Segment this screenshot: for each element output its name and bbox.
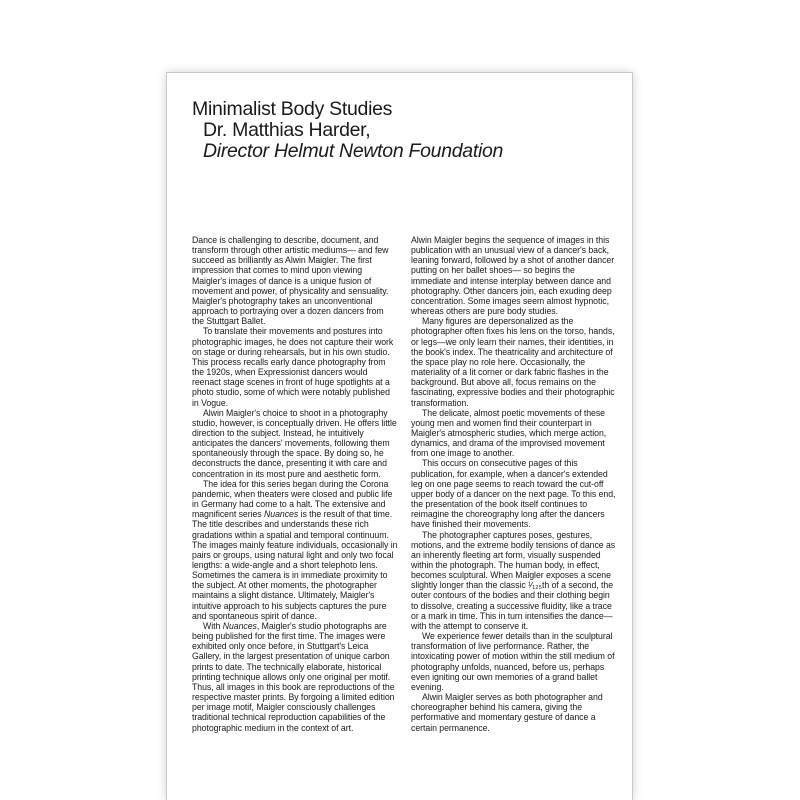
paragraph: Many figures are depersonalized as the photographer often fixes his lens on the torso, hands, or legs—we only learn their names, their identities, in the book's index. The theatricality and architecture of the space play no role here. Occasionally, the materiality of a lit corner or dark fabric flashes in the background. But above all, focus remains on the fascinating, expressive bodies and their photographic transformation. — [411, 316, 615, 408]
paragraph: This occurs on consecutive pages of this publication, for example, when a dancer's extended leg on one page seems to reach toward the cut-off upper body of a dancer on the next page. To this end, the presentation of the book itself continues to reimagine the choreography long after the dancers have finished their movements. — [411, 458, 616, 530]
document-page — [167, 73, 632, 800]
text-run: The idea for this series began during the Corona pandemic, when theaters were closed and public life in Germany had come to a halt. The extensive and magnificent series — [192, 478, 393, 520]
author-name: Dr. Matthias Harder, — [203, 119, 371, 141]
paragraph — [192, 621, 398, 733]
author-role: Director Helmut Newton Foundation — [203, 140, 504, 162]
text-column-right — [411, 235, 617, 733]
text-run: is the result of that time. The title describes and understands these rich gradations within a spatial and temporal continuum. The images mainly feature individuals, occasionally in pairs or groups, using natural light and only two focal lengths: a wide-angle and a short telephoto lens. Sometimes the camera is in immediate proximity to the subject. At other moments, the photographer maintains a slight distance. Ultimately, Maigler's intuitive approach to his subjects captures the pure and spontaneous spirit of dance. — [192, 509, 398, 621]
series-title: Nuances — [222, 620, 257, 631]
paragraph: Alwin Maigler begins the sequence of images in this publication with an unusual view of a dancer's back, leaning forward, followed by a shot of another dancer putting on her ballet shoes— so begins the immediate and intense interplay between dance and photography. Other dancers join, each exuding deep concentration. Some images seem almost hypnotic, whereas others are pure body studies. — [411, 235, 615, 317]
series-title: Nuances — [264, 509, 299, 520]
paragraph: The photographer captures poses, gestures, motions, and the extreme bodily tensions of dance as an inherently fleeting art form, visually suspended within the photograph. The human body, in effect, becomes sculptural. When Maigler exposes a scene slightly longer than the classic ¹⁄₁₂₅th of a second, the outer contours of the bodies and their clothing begin to dissolve, creating a successive fluidity, like a trace or a mark in time. This in turn intensifies the dance— with the attempt to conserve it. — [411, 529, 616, 631]
text-column-left — [192, 235, 398, 733]
text-run: With — [203, 620, 223, 631]
text-run: , Maigler's studio photographs are being published for the first time. The images were exhibited only once before, in Stuttgart's Leica Gallery, in the largest presentation of unique carbon prints to date. The technically elaborate, historical printing technique allows only one original per motif. Thus, all images in this book are reproductions of the respective master prints. By forgoing a limited edition per image motif, Maigler consciously challenges traditional technical reproduction capabilities of the photographic medium in the context of art. — [192, 620, 395, 733]
paragraph: Alwin Maigler serves as both photographer and choreographer behind his camera, giving the performative and momentary gesture of dance a certain permanence. — [411, 692, 603, 733]
paragraph: The delicate, almost poetic movements of these young men and women find their counterpart in Maigler's atmospheric studies, which merge action, dynamics, and drama of the improvised movement from one image to another. — [411, 407, 607, 459]
page-title: Minimalist Body Studies — [192, 98, 393, 120]
paragraph: We experience fewer details than in the sculptural transformation of live performance. Rather, the intoxicating power of motion within the still medium of photography unfolds, nuanced, before us, perhaps even igniting our own memories of a grand ballet evening. — [411, 631, 615, 692]
title-block — [192, 99, 503, 162]
paragraph: To translate their movements and postures into photographic images, he does not capture their work on stage or during rehearsals, but in his own studio. This process recalls early dance photography from the 1920s, when Expressionist dancers would reenact stage scenes in front of huge spotlights at a photo studio, some of which were notably published in Vogue. — [192, 326, 394, 408]
paragraph: Dance is challenging to describe, document, and transform through other artistic mediums— and few succeed as brilliantly as Alwin Maigler. The first impression that comes to mind upon viewing Maigler's images of dance is a unique fusion of movement and power, of physicality and sensuality. Maigler's photography takes an unconventional approach to portraying over a dozen dancers from the Stuttgart Ballet. — [192, 235, 389, 327]
paragraph: Alwin Maigler's choice to shoot in a photography studio, however, is conceptually driven. He offers little direction to the subject. Instead, he intuitively anticipates the dancers' movements, following them spontaneously through the space. By doing so, he deconstructs the dance, presenting it with care and concentration in its most pure and aesthetic form. — [192, 407, 397, 479]
paragraph — [192, 479, 398, 621]
